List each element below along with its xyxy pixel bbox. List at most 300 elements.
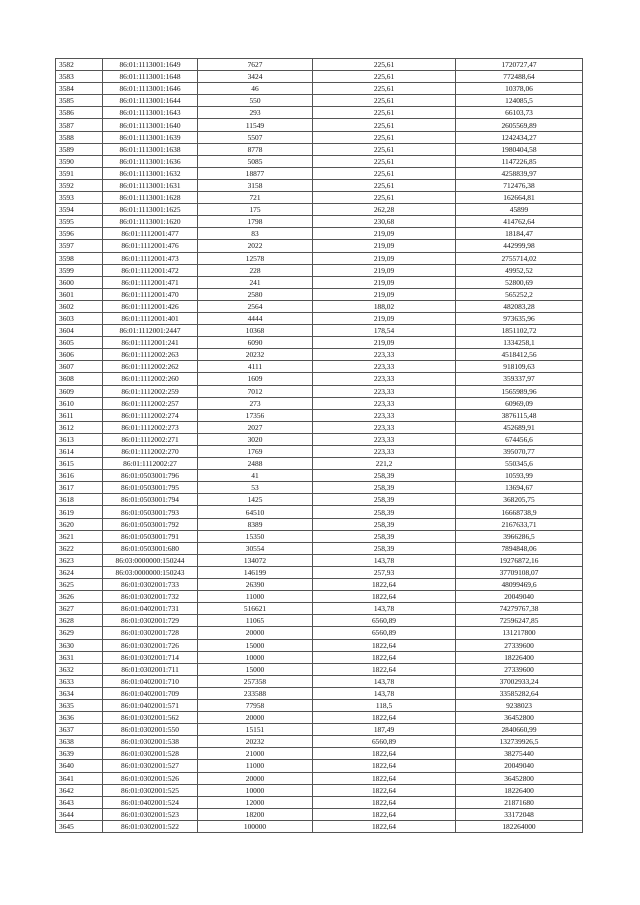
cadastral-number-cell: 86:01:1113001:1632	[103, 167, 198, 179]
cadastral-number-cell: 86:01:1112001:470	[103, 288, 198, 300]
cadastral-number-cell: 86:01:1113001:1625	[103, 204, 198, 216]
cadastral-number-cell: 86:01:0402001:709	[103, 687, 198, 699]
area-cell: 12000	[198, 796, 313, 808]
area-cell: 64510	[198, 506, 313, 518]
row-number-cell: 3594	[56, 204, 103, 216]
value-cell: 132739926,5	[456, 736, 583, 748]
row-number-cell: 3606	[56, 349, 103, 361]
area-cell: 10000	[198, 784, 313, 796]
cadastral-number-cell: 86:01:1113001:1620	[103, 216, 198, 228]
row-number-cell: 3639	[56, 748, 103, 760]
area-cell: 516621	[198, 603, 313, 615]
value-cell: 52800,69	[456, 276, 583, 288]
table-row	[56, 687, 583, 699]
rate-cell: 258,39	[313, 530, 456, 542]
area-cell: 100000	[198, 820, 313, 832]
row-number-cell: 3611	[56, 409, 103, 421]
table-row	[56, 712, 583, 724]
value-cell: 918109,63	[456, 361, 583, 373]
table-row	[56, 772, 583, 784]
cadastral-number-cell: 86:01:0503001:795	[103, 482, 198, 494]
rate-cell: 219,09	[313, 228, 456, 240]
cadastral-number-cell: 86:01:1112001:426	[103, 300, 198, 312]
area-cell: 77958	[198, 699, 313, 711]
value-cell: 20049040	[456, 591, 583, 603]
area-cell: 12578	[198, 252, 313, 264]
row-number-cell: 3643	[56, 796, 103, 808]
rate-cell: 225,61	[313, 143, 456, 155]
table-row	[56, 470, 583, 482]
area-cell: 20000	[198, 712, 313, 724]
row-number-cell: 3585	[56, 95, 103, 107]
cadastral-number-cell: 86:01:1112001:476	[103, 240, 198, 252]
value-cell: 3966286,5	[456, 530, 583, 542]
row-number-cell: 3591	[56, 167, 103, 179]
row-number-cell: 3632	[56, 663, 103, 675]
row-number-cell: 3607	[56, 361, 103, 373]
row-number-cell: 3644	[56, 808, 103, 820]
rate-cell: 188,02	[313, 300, 456, 312]
table-row	[56, 276, 583, 288]
row-number-cell: 3582	[56, 59, 103, 71]
area-cell: 2022	[198, 240, 313, 252]
rate-cell: 143,78	[313, 554, 456, 566]
rate-cell: 219,09	[313, 288, 456, 300]
row-number-cell: 3640	[56, 760, 103, 772]
value-cell: 18226400	[456, 651, 583, 663]
rate-cell: 219,09	[313, 264, 456, 276]
table-row	[56, 421, 583, 433]
row-number-cell: 3602	[56, 300, 103, 312]
row-number-cell: 3608	[56, 373, 103, 385]
table-row	[56, 736, 583, 748]
value-cell: 36452800	[456, 712, 583, 724]
value-cell: 2840660,99	[456, 724, 583, 736]
table-row	[56, 300, 583, 312]
area-cell: 4111	[198, 361, 313, 373]
value-cell: 1334258,1	[456, 337, 583, 349]
cadastral-number-cell: 86:03:0000000:150244	[103, 554, 198, 566]
area-cell: 7012	[198, 385, 313, 397]
area-cell: 20232	[198, 736, 313, 748]
row-number-cell: 3586	[56, 107, 103, 119]
row-number-cell: 3614	[56, 446, 103, 458]
rate-cell: 143,78	[313, 603, 456, 615]
rate-cell: 225,61	[313, 95, 456, 107]
cadastral-number-cell: 86:01:1112001:477	[103, 228, 198, 240]
table-row	[56, 179, 583, 191]
row-number-cell: 3623	[56, 554, 103, 566]
rate-cell: 219,09	[313, 312, 456, 324]
area-cell: 3020	[198, 433, 313, 445]
table-row	[56, 482, 583, 494]
rate-cell: 219,09	[313, 276, 456, 288]
cadastral-number-cell: 86:01:0402001:710	[103, 675, 198, 687]
table-row	[56, 409, 583, 421]
area-cell: 6090	[198, 337, 313, 349]
table-row	[56, 167, 583, 179]
cadastral-number-cell: 86:01:0402001:731	[103, 603, 198, 615]
table-body	[56, 59, 583, 833]
value-cell: 18184,47	[456, 228, 583, 240]
table-row	[56, 494, 583, 506]
area-cell: 20000	[198, 772, 313, 784]
row-number-cell: 3609	[56, 385, 103, 397]
rate-cell: 225,61	[313, 192, 456, 204]
value-cell: 20049040	[456, 760, 583, 772]
row-number-cell: 3634	[56, 687, 103, 699]
rate-cell: 258,39	[313, 494, 456, 506]
table-row	[56, 349, 583, 361]
area-cell: 11549	[198, 119, 313, 131]
value-cell: 37002933,24	[456, 675, 583, 687]
table-row	[56, 240, 583, 252]
row-number-cell: 3613	[56, 433, 103, 445]
value-cell: 442999,98	[456, 240, 583, 252]
area-cell: 2027	[198, 421, 313, 433]
rate-cell: 225,61	[313, 119, 456, 131]
cadastral-number-cell: 86:01:1113001:1644	[103, 95, 198, 107]
rate-cell: 230,68	[313, 216, 456, 228]
area-cell: 1609	[198, 373, 313, 385]
row-number-cell: 3629	[56, 627, 103, 639]
row-number-cell: 3615	[56, 458, 103, 470]
area-cell: 233588	[198, 687, 313, 699]
area-cell: 10000	[198, 651, 313, 663]
table-row	[56, 675, 583, 687]
row-number-cell: 3635	[56, 699, 103, 711]
area-cell: 11065	[198, 615, 313, 627]
value-cell: 452689,91	[456, 421, 583, 433]
rate-cell: 118,5	[313, 699, 456, 711]
value-cell: 13694,67	[456, 482, 583, 494]
row-number-cell: 3618	[56, 494, 103, 506]
table-row	[56, 651, 583, 663]
row-number-cell: 3584	[56, 83, 103, 95]
table-row	[56, 337, 583, 349]
cadastral-number-cell: 86:01:1113001:1643	[103, 107, 198, 119]
rate-cell: 1822,64	[313, 591, 456, 603]
row-number-cell: 3642	[56, 784, 103, 796]
table-row	[56, 107, 583, 119]
table-row	[56, 808, 583, 820]
area-cell: 7627	[198, 59, 313, 71]
cadastral-number-cell: 86:01:0302001:733	[103, 579, 198, 591]
cadastral-number-cell: 86:01:0503001:794	[103, 494, 198, 506]
cadastral-number-cell: 86:01:1113001:1640	[103, 119, 198, 131]
rate-cell: 223,33	[313, 373, 456, 385]
area-cell: 8389	[198, 518, 313, 530]
row-number-cell: 3637	[56, 724, 103, 736]
table-row	[56, 506, 583, 518]
value-cell: 368205,75	[456, 494, 583, 506]
cadastral-number-cell: 86:01:1113001:1631	[103, 179, 198, 191]
cadastral-number-cell: 86:01:1112001:473	[103, 252, 198, 264]
cadastral-number-cell: 86:01:1112002:270	[103, 446, 198, 458]
area-cell: 83	[198, 228, 313, 240]
row-number-cell: 3590	[56, 155, 103, 167]
row-number-cell: 3597	[56, 240, 103, 252]
rate-cell: 1822,64	[313, 808, 456, 820]
cadastral-number-cell: 86:01:0302001:562	[103, 712, 198, 724]
value-cell: 38275440	[456, 748, 583, 760]
cadastral-number-cell: 86:01:1112001:241	[103, 337, 198, 349]
value-cell: 9238023	[456, 699, 583, 711]
value-cell: 4258839,97	[456, 167, 583, 179]
cadastral-number-cell: 86:01:0503001:680	[103, 542, 198, 554]
cadastral-number-cell: 86:01:0302001:726	[103, 639, 198, 651]
cadastral-number-cell: 86:01:0302001:528	[103, 748, 198, 760]
value-cell: 1565989,96	[456, 385, 583, 397]
area-cell: 26390	[198, 579, 313, 591]
rate-cell: 1822,64	[313, 748, 456, 760]
value-cell: 565252,2	[456, 288, 583, 300]
row-number-cell: 3645	[56, 820, 103, 832]
rate-cell: 258,39	[313, 518, 456, 530]
cadastral-number-cell: 86:01:1113001:1639	[103, 131, 198, 143]
value-cell: 395070,77	[456, 446, 583, 458]
table-row	[56, 748, 583, 760]
table-row	[56, 579, 583, 591]
area-cell: 8778	[198, 143, 313, 155]
row-number-cell: 3587	[56, 119, 103, 131]
cadastral-number-cell: 86:01:1112002:262	[103, 361, 198, 373]
value-cell: 2167633,71	[456, 518, 583, 530]
row-number-cell: 3625	[56, 579, 103, 591]
rate-cell: 225,61	[313, 179, 456, 191]
row-number-cell: 3630	[56, 639, 103, 651]
value-cell: 674456,6	[456, 433, 583, 445]
table-row	[56, 591, 583, 603]
table-row	[56, 361, 583, 373]
rate-cell: 225,61	[313, 83, 456, 95]
area-cell: 20232	[198, 349, 313, 361]
value-cell: 7894848,06	[456, 542, 583, 554]
table-row	[56, 518, 583, 530]
area-cell: 257358	[198, 675, 313, 687]
table-row	[56, 204, 583, 216]
rate-cell: 1822,64	[313, 712, 456, 724]
area-cell: 21000	[198, 748, 313, 760]
rate-cell: 225,61	[313, 155, 456, 167]
table-row	[56, 71, 583, 83]
value-cell: 414762,64	[456, 216, 583, 228]
cadastral-number-cell: 86:01:0402001:524	[103, 796, 198, 808]
value-cell: 550345,6	[456, 458, 583, 470]
table-row	[56, 155, 583, 167]
table-row	[56, 820, 583, 832]
value-cell: 712476,38	[456, 179, 583, 191]
cadastral-number-cell: 86:01:0302001:525	[103, 784, 198, 796]
value-cell: 182264000	[456, 820, 583, 832]
area-cell: 4444	[198, 312, 313, 324]
value-cell: 18226400	[456, 784, 583, 796]
rate-cell: 1822,64	[313, 760, 456, 772]
cadastral-number-cell: 86:01:0302001:527	[103, 760, 198, 772]
area-cell: 241	[198, 276, 313, 288]
table-row	[56, 143, 583, 155]
area-cell: 293	[198, 107, 313, 119]
row-number-cell: 3599	[56, 264, 103, 276]
table-row	[56, 373, 583, 385]
value-cell: 124085,5	[456, 95, 583, 107]
rate-cell: 223,33	[313, 446, 456, 458]
area-cell: 721	[198, 192, 313, 204]
row-number-cell: 3588	[56, 131, 103, 143]
cadastral-number-cell: 86:01:0302001:522	[103, 820, 198, 832]
table-row	[56, 458, 583, 470]
value-cell: 66103,73	[456, 107, 583, 119]
table-row	[56, 252, 583, 264]
table-row	[56, 312, 583, 324]
cadastral-number-cell: 86:01:1112001:471	[103, 276, 198, 288]
row-number-cell: 3621	[56, 530, 103, 542]
value-cell: 1851102,72	[456, 325, 583, 337]
table-row	[56, 627, 583, 639]
value-cell: 48099469,6	[456, 579, 583, 591]
row-number-cell: 3604	[56, 325, 103, 337]
value-cell: 772488,64	[456, 71, 583, 83]
cadastral-number-cell: 86:01:1113001:1636	[103, 155, 198, 167]
cadastral-number-cell: 86:01:1112002:257	[103, 397, 198, 409]
cadastral-number-cell: 86:01:0302001:714	[103, 651, 198, 663]
table-row	[56, 615, 583, 627]
row-number-cell: 3583	[56, 71, 103, 83]
cadastral-number-cell: 86:01:1113001:1648	[103, 71, 198, 83]
cadastral-number-cell: 86:01:0302001:732	[103, 591, 198, 603]
row-number-cell: 3636	[56, 712, 103, 724]
row-number-cell: 3641	[56, 772, 103, 784]
area-cell: 41	[198, 470, 313, 482]
row-number-cell: 3605	[56, 337, 103, 349]
row-number-cell: 3593	[56, 192, 103, 204]
row-number-cell: 3620	[56, 518, 103, 530]
area-cell: 5507	[198, 131, 313, 143]
rate-cell: 223,33	[313, 433, 456, 445]
table-row	[56, 325, 583, 337]
rate-cell: 178,54	[313, 325, 456, 337]
area-cell: 2564	[198, 300, 313, 312]
row-number-cell: 3603	[56, 312, 103, 324]
row-number-cell: 3596	[56, 228, 103, 240]
area-cell: 175	[198, 204, 313, 216]
table-row	[56, 530, 583, 542]
cadastral-number-cell: 86:01:0302001:728	[103, 627, 198, 639]
row-number-cell: 3622	[56, 542, 103, 554]
area-cell: 146199	[198, 566, 313, 578]
area-cell: 5085	[198, 155, 313, 167]
value-cell: 2755714,02	[456, 252, 583, 264]
table-row	[56, 603, 583, 615]
value-cell: 72596247,85	[456, 615, 583, 627]
cadastral-number-cell: 86:01:1113001:1649	[103, 59, 198, 71]
rate-cell: 225,61	[313, 71, 456, 83]
rate-cell: 257,93	[313, 566, 456, 578]
rate-cell: 262,28	[313, 204, 456, 216]
area-cell: 15000	[198, 663, 313, 675]
rate-cell: 1822,64	[313, 796, 456, 808]
value-cell: 482083,28	[456, 300, 583, 312]
area-cell: 20000	[198, 627, 313, 639]
row-number-cell: 3595	[56, 216, 103, 228]
area-cell: 53	[198, 482, 313, 494]
area-cell: 3424	[198, 71, 313, 83]
row-number-cell: 3612	[56, 421, 103, 433]
rate-cell: 219,09	[313, 252, 456, 264]
table-row	[56, 446, 583, 458]
area-cell: 2488	[198, 458, 313, 470]
area-cell: 2580	[198, 288, 313, 300]
value-cell: 3876115,48	[456, 409, 583, 421]
table-row	[56, 699, 583, 711]
rate-cell: 258,39	[313, 506, 456, 518]
value-cell: 49952,52	[456, 264, 583, 276]
area-cell: 550	[198, 95, 313, 107]
rate-cell: 258,39	[313, 482, 456, 494]
table-row	[56, 663, 583, 675]
rate-cell: 1822,64	[313, 663, 456, 675]
table-row	[56, 760, 583, 772]
rate-cell: 223,33	[313, 361, 456, 373]
cadastral-number-cell: 86:01:0302001:523	[103, 808, 198, 820]
area-cell: 134072	[198, 554, 313, 566]
value-cell: 1720727,47	[456, 59, 583, 71]
cadastral-number-cell: 86:01:1112001:472	[103, 264, 198, 276]
cadastral-number-cell: 86:01:1113001:1638	[103, 143, 198, 155]
cadastral-number-cell: 86:01:0302001:711	[103, 663, 198, 675]
row-number-cell: 3610	[56, 397, 103, 409]
cadastral-number-cell: 86:01:1112002:273	[103, 421, 198, 433]
value-cell: 60969,09	[456, 397, 583, 409]
value-cell: 21871680	[456, 796, 583, 808]
table-row	[56, 119, 583, 131]
row-number-cell: 3624	[56, 566, 103, 578]
table-row	[56, 216, 583, 228]
table-row	[56, 288, 583, 300]
cadastral-number-cell: 86:01:1112001:2447	[103, 325, 198, 337]
table-row	[56, 228, 583, 240]
value-cell: 131217800	[456, 627, 583, 639]
value-cell: 74279767,38	[456, 603, 583, 615]
row-number-cell: 3628	[56, 615, 103, 627]
rate-cell: 221,2	[313, 458, 456, 470]
rate-cell: 219,09	[313, 240, 456, 252]
table-row	[56, 264, 583, 276]
table-row	[56, 796, 583, 808]
table-row	[56, 784, 583, 796]
area-cell: 1798	[198, 216, 313, 228]
area-cell: 1425	[198, 494, 313, 506]
table-row	[56, 639, 583, 651]
value-cell: 45899	[456, 204, 583, 216]
cadastral-number-cell: 86:01:1112002:260	[103, 373, 198, 385]
table-row	[56, 385, 583, 397]
area-cell: 10368	[198, 325, 313, 337]
cadastral-number-cell: 86:01:1112002:274	[103, 409, 198, 421]
table-row	[56, 554, 583, 566]
rate-cell: 225,61	[313, 59, 456, 71]
cadastral-number-cell: 86:01:0302001:729	[103, 615, 198, 627]
rate-cell: 1822,64	[313, 820, 456, 832]
cadastral-number-cell: 86:01:1112002:27	[103, 458, 198, 470]
table-row	[56, 724, 583, 736]
row-number-cell: 3617	[56, 482, 103, 494]
row-number-cell: 3633	[56, 675, 103, 687]
table-row	[56, 131, 583, 143]
area-cell: 18877	[198, 167, 313, 179]
rate-cell: 143,78	[313, 675, 456, 687]
cadastral-number-cell: 86:01:0302001:538	[103, 736, 198, 748]
